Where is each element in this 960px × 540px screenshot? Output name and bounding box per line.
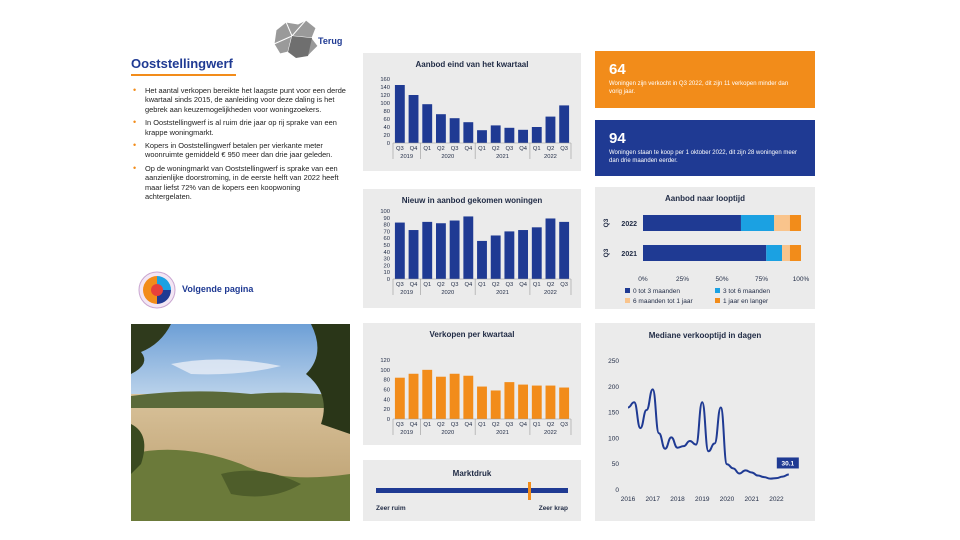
bar bbox=[491, 125, 501, 143]
group-label: 2019 bbox=[400, 430, 414, 436]
x-tick-label: Q1 bbox=[532, 422, 541, 428]
x-tick-label: Q3 bbox=[395, 282, 404, 288]
map-icon bbox=[272, 18, 320, 62]
bullet-item: • Het aantal verkopen bereikte het laagste punt voor een derde kwartaal sinds 2015, de aanleiding voor deze daling is het gebrek aan keuzemogelijkheden voor woningzoekers. bbox=[131, 86, 346, 114]
x-tick-label: Q3 bbox=[505, 422, 514, 428]
y-tick-label: 0 bbox=[386, 417, 390, 423]
x-tick-label: Q1 bbox=[478, 282, 486, 288]
data-label: 30.1 bbox=[781, 460, 795, 468]
bar bbox=[532, 127, 542, 143]
y-tick-label: 140 bbox=[380, 85, 390, 91]
y-tick-label: 40 bbox=[383, 397, 390, 404]
category-label: 2022 bbox=[621, 221, 637, 228]
x-tick-label: Q4 bbox=[519, 422, 527, 428]
legend-swatch bbox=[715, 298, 720, 303]
x-tick-label: Q4 bbox=[464, 146, 473, 152]
y-tick-label: 60 bbox=[383, 117, 390, 123]
x-tick-label: Q4 bbox=[409, 146, 418, 152]
bar-chart-nieuw bbox=[363, 189, 581, 308]
bar bbox=[559, 388, 569, 419]
x-tick-label: Q1 bbox=[423, 422, 432, 428]
x-tick-label: Q2 bbox=[546, 422, 555, 428]
bar-chart-aanbod bbox=[363, 53, 581, 171]
x-tick-label: Q4 bbox=[464, 282, 473, 288]
bullet-list bbox=[131, 86, 346, 205]
chart-panel-nieuw bbox=[363, 189, 581, 308]
y-tick-label: 200 bbox=[608, 383, 619, 391]
marktdruk-bar bbox=[376, 488, 568, 493]
bar bbox=[450, 118, 460, 143]
bar bbox=[422, 370, 432, 419]
bar bbox=[518, 130, 528, 143]
group-label: 2021 bbox=[496, 430, 509, 436]
line-chart-verkooptijd bbox=[595, 323, 815, 521]
bar bbox=[409, 374, 419, 419]
group-label: 2019 bbox=[400, 290, 414, 296]
bar bbox=[422, 104, 432, 143]
chart-panel-aanbod bbox=[363, 53, 581, 171]
group-label: Q3 bbox=[603, 218, 610, 228]
group-label: 2021 bbox=[496, 290, 509, 296]
x-tick-label: 2021 bbox=[744, 496, 759, 503]
y-tick-label: 40 bbox=[383, 125, 390, 131]
y-tick-label: 80 bbox=[383, 109, 390, 115]
stacked-bar-segment bbox=[741, 215, 774, 231]
group-label: Q3 bbox=[603, 248, 610, 258]
x-tick-label: Q2 bbox=[437, 282, 445, 288]
x-tick-label: Q4 bbox=[519, 146, 527, 152]
chart-panel-verkopen bbox=[363, 323, 581, 445]
group-label: 2020 bbox=[441, 290, 455, 296]
series-line bbox=[628, 389, 789, 478]
bar bbox=[559, 222, 569, 279]
bar bbox=[477, 241, 487, 279]
x-tick-label: Q1 bbox=[532, 146, 541, 152]
x-tick-label: Q3 bbox=[560, 282, 569, 288]
x-tick-label: 25% bbox=[675, 276, 690, 283]
y-tick-label: 80 bbox=[383, 222, 390, 229]
y-tick-label: 30 bbox=[383, 256, 390, 263]
x-tick-label: Q3 bbox=[450, 282, 459, 288]
bullet-item: • In Ooststellingwerf is al ruim drie jaar op rij sprake van een krappe woningmarkt. bbox=[131, 118, 346, 137]
chart-title: Verkopen per kwartaal bbox=[429, 330, 515, 339]
x-tick-label: Q4 bbox=[464, 422, 473, 428]
y-tick-label: 50 bbox=[383, 243, 390, 249]
y-tick-label: 120 bbox=[380, 358, 390, 364]
legend-label: 0 tot 3 maanden bbox=[633, 288, 680, 295]
pie-icon bbox=[138, 270, 178, 310]
kpi-text: Woningen zijn verkocht in Q3 2022, dit zijn 11 verkopen minder dan vorig jaar. bbox=[609, 81, 789, 95]
bar bbox=[395, 223, 405, 279]
bar bbox=[504, 231, 514, 279]
bar bbox=[463, 376, 473, 419]
stacked-bar-chart-looptijd bbox=[595, 187, 815, 309]
next-page-button[interactable] bbox=[138, 270, 298, 310]
y-tick-label: 100 bbox=[380, 367, 390, 374]
bar bbox=[546, 218, 556, 279]
x-tick-label: Q3 bbox=[505, 282, 514, 288]
y-tick-label: 90 bbox=[383, 215, 390, 222]
bar bbox=[436, 223, 446, 279]
chart-panel-verkooptijd bbox=[595, 323, 815, 521]
x-tick-label: 50% bbox=[715, 276, 729, 283]
bar bbox=[559, 105, 569, 143]
bar bbox=[463, 122, 473, 143]
bar bbox=[395, 378, 405, 419]
x-tick-label: Q3 bbox=[450, 422, 459, 428]
landscape-photo bbox=[131, 324, 350, 521]
y-tick-label: 100 bbox=[380, 209, 390, 215]
stacked-bar-segment bbox=[790, 215, 801, 231]
y-tick-label: 0 bbox=[386, 277, 390, 283]
x-tick-label: Q2 bbox=[546, 146, 555, 152]
y-tick-label: 60 bbox=[383, 387, 390, 394]
kpi-value: 94 bbox=[609, 130, 626, 147]
x-tick-label: Q4 bbox=[409, 422, 418, 428]
marktdruk-title: Marktdruk bbox=[452, 469, 492, 478]
x-tick-label: 75% bbox=[754, 276, 769, 283]
bar bbox=[463, 216, 473, 279]
x-tick-label: Q1 bbox=[532, 282, 541, 288]
x-tick-label: 0% bbox=[638, 276, 648, 283]
y-tick-label: 20 bbox=[383, 263, 390, 270]
y-tick-label: 0 bbox=[386, 141, 390, 147]
bar bbox=[409, 95, 419, 143]
bar bbox=[518, 385, 528, 419]
x-tick-label: 2020 bbox=[719, 496, 735, 503]
y-tick-label: 20 bbox=[383, 133, 390, 139]
kpi-value: 64 bbox=[609, 61, 626, 78]
stacked-bar-segment bbox=[774, 215, 790, 231]
back-button[interactable]: Terug bbox=[318, 36, 343, 46]
legend-swatch bbox=[625, 288, 630, 293]
bar bbox=[477, 130, 487, 143]
y-tick-label: 0 bbox=[615, 487, 619, 494]
y-tick-label: 100 bbox=[380, 101, 390, 107]
chart-title: Aanbod eind van het kwartaal bbox=[415, 60, 529, 69]
x-tick-label: Q3 bbox=[505, 146, 514, 152]
bullet-item: • Kopers in Ooststellingwerf betalen per vierkante meter woonruimte gemiddeld € 950 meer dan drie jaar geleden. bbox=[131, 141, 346, 160]
group-label: 2022 bbox=[544, 154, 557, 160]
group-label: 2019 bbox=[400, 154, 414, 160]
x-tick-label: Q2 bbox=[491, 422, 500, 428]
legend-swatch bbox=[715, 288, 720, 293]
group-label: 2020 bbox=[441, 154, 455, 160]
bar bbox=[504, 128, 514, 143]
bar bbox=[395, 85, 405, 143]
marktdruk-panel bbox=[363, 460, 581, 521]
legend-label: 3 tot 6 maanden bbox=[723, 288, 770, 295]
y-tick-label: 50 bbox=[611, 461, 619, 469]
bar bbox=[546, 117, 556, 143]
x-tick-label: 2016 bbox=[620, 496, 636, 503]
y-tick-label: 60 bbox=[383, 236, 390, 243]
x-tick-label: Q3 bbox=[560, 146, 569, 152]
kpi-card-forsale bbox=[595, 120, 815, 176]
y-tick-label: 250 bbox=[608, 358, 619, 365]
bar bbox=[450, 221, 460, 279]
marktdruk-left-label: Zeer ruim bbox=[376, 505, 406, 512]
next-page-label: Volgende pagina bbox=[182, 284, 254, 294]
group-label: 2021 bbox=[496, 154, 509, 160]
stacked-bar-segment bbox=[643, 215, 741, 231]
y-tick-label: 120 bbox=[380, 93, 390, 99]
x-tick-label: Q1 bbox=[423, 146, 432, 152]
bar bbox=[532, 386, 542, 419]
x-tick-label: Q1 bbox=[478, 422, 486, 428]
x-tick-label: 2019 bbox=[694, 496, 710, 503]
bar bbox=[504, 382, 514, 419]
stacked-bar-segment bbox=[643, 245, 766, 261]
bar bbox=[436, 114, 446, 143]
chart-panel-looptijd bbox=[595, 187, 815, 309]
category-label: 2021 bbox=[621, 251, 637, 258]
kpi-card-sold bbox=[595, 51, 815, 108]
bar bbox=[491, 390, 501, 419]
chart-title: Nieuw in aanbod gekomen woningen bbox=[401, 196, 543, 205]
x-tick-label: 2018 bbox=[670, 496, 685, 503]
title-underline bbox=[131, 74, 236, 76]
kpi-text: Woningen staan te koop per 1 oktober 2022, dit zijn 28 woningen meer dan drie maanden eerder. bbox=[609, 150, 798, 164]
bar bbox=[546, 386, 556, 419]
x-tick-label: Q2 bbox=[437, 146, 445, 152]
y-tick-label: 150 bbox=[608, 409, 619, 417]
bar bbox=[477, 387, 487, 419]
bullet-item: • Op de woningmarkt van Ooststellingwerf is sprake van een aanzienlijke doorstroming, in de eerste helft van 2022 heeft maar liefst 72% van de kopers een koopwoning achtergelaten. bbox=[131, 164, 346, 202]
x-tick-label: 2017 bbox=[645, 496, 660, 503]
y-tick-label: 20 bbox=[383, 407, 390, 414]
stacked-bar-segment bbox=[766, 245, 782, 261]
y-tick-label: 80 bbox=[383, 377, 390, 384]
bar bbox=[409, 230, 419, 279]
group-label: 2022 bbox=[544, 430, 557, 436]
x-tick-label: Q3 bbox=[450, 146, 459, 152]
x-tick-label: Q3 bbox=[395, 422, 404, 428]
x-tick-label: 100% bbox=[792, 276, 810, 283]
x-tick-label: Q2 bbox=[437, 422, 445, 428]
bar bbox=[422, 222, 432, 279]
bar bbox=[518, 230, 528, 279]
legend-label: 1 jaar en langer bbox=[723, 298, 769, 305]
x-tick-label: Q1 bbox=[478, 146, 486, 152]
chart-title: Aanbod naar looptijd bbox=[665, 194, 745, 203]
chart-title: Mediane verkooptijd in dagen bbox=[648, 331, 762, 340]
x-tick-label: Q2 bbox=[491, 146, 500, 152]
bar bbox=[491, 235, 501, 279]
x-tick-label: Q2 bbox=[491, 282, 500, 288]
x-tick-label: 2022 bbox=[769, 496, 784, 503]
bar bbox=[532, 227, 542, 279]
page-title: Ooststellingwerf bbox=[131, 56, 233, 71]
legend-label: 6 maanden tot 1 jaar bbox=[633, 298, 693, 305]
bar-chart-verkopen bbox=[363, 323, 581, 445]
legend-swatch bbox=[625, 298, 630, 303]
stacked-bar-segment bbox=[782, 245, 790, 261]
marktdruk-marker bbox=[528, 482, 531, 500]
stacked-bar-segment bbox=[790, 245, 801, 261]
x-tick-label: Q3 bbox=[560, 422, 569, 428]
y-tick-label: 100 bbox=[608, 435, 619, 443]
y-tick-label: 70 bbox=[383, 229, 390, 236]
group-label: 2020 bbox=[441, 430, 455, 436]
bar bbox=[450, 374, 460, 419]
bar bbox=[436, 377, 446, 419]
region-map bbox=[272, 18, 320, 62]
y-tick-label: 40 bbox=[383, 249, 390, 256]
x-tick-label: Q4 bbox=[519, 282, 527, 288]
marktdruk-right-label: Zeer krap bbox=[538, 505, 568, 512]
x-tick-label: Q3 bbox=[395, 146, 404, 152]
y-tick-label: 160 bbox=[380, 77, 390, 83]
x-tick-label: Q4 bbox=[409, 282, 418, 288]
x-tick-label: Q1 bbox=[423, 282, 432, 288]
y-tick-label: 10 bbox=[383, 270, 390, 277]
group-label: 2022 bbox=[544, 290, 557, 296]
x-tick-label: Q2 bbox=[546, 282, 555, 288]
